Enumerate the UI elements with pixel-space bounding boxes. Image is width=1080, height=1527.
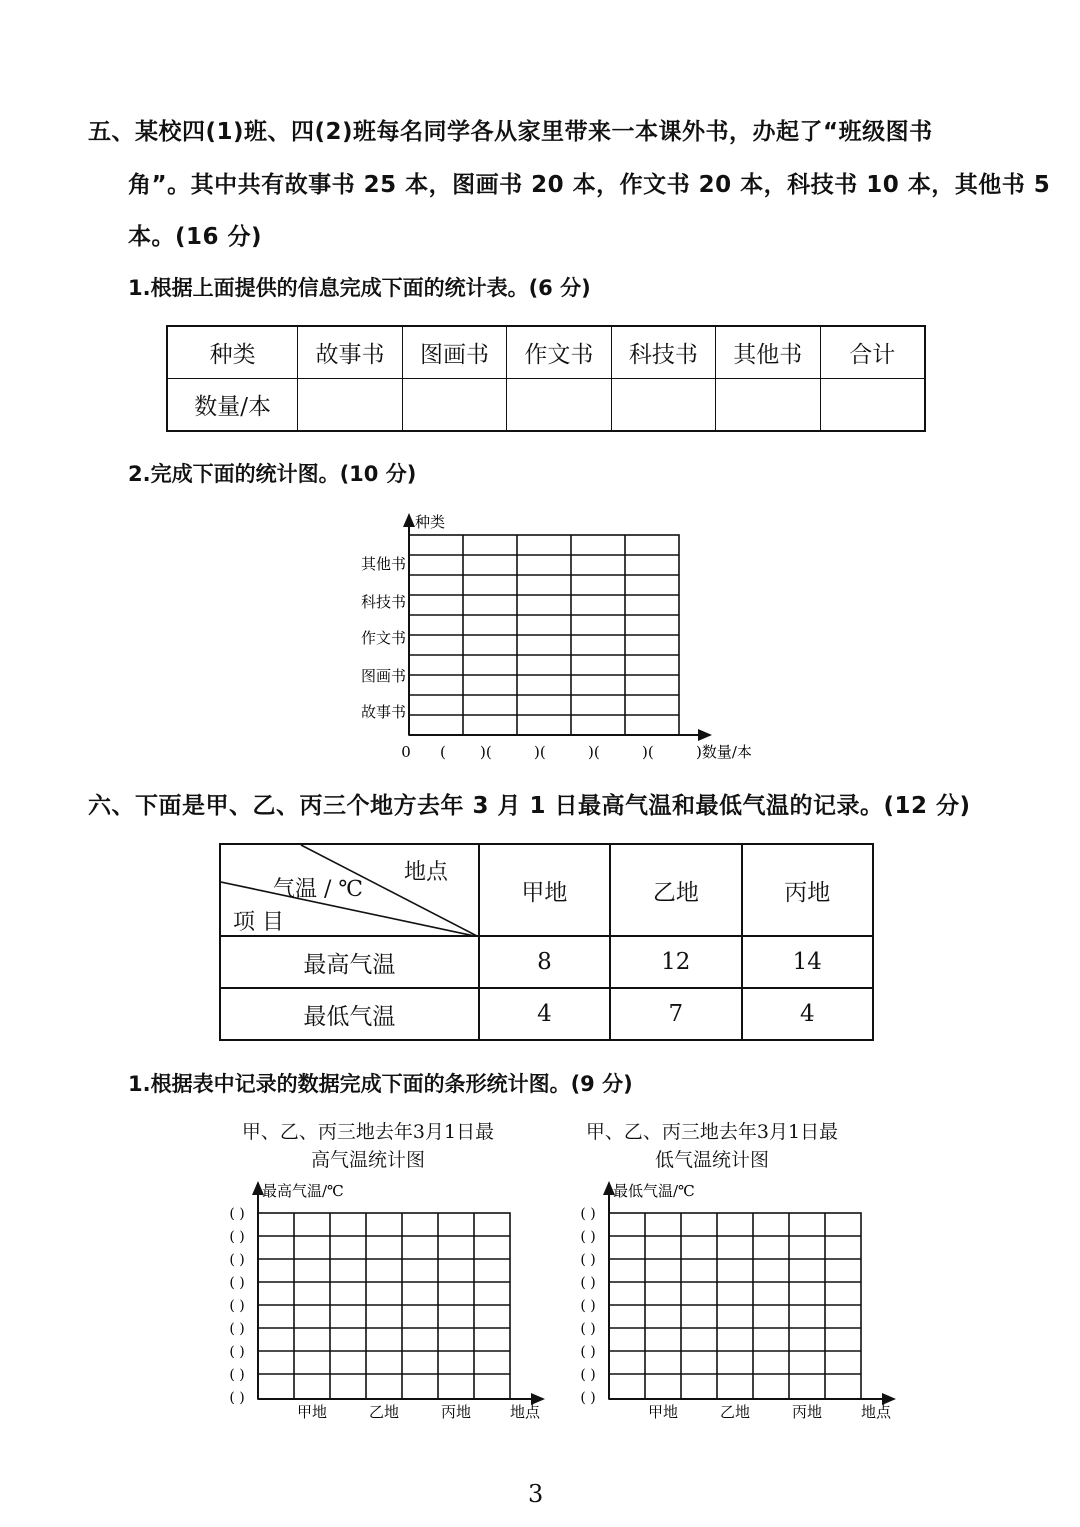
y-blank: ( ) xyxy=(229,1275,245,1291)
page-number: 3 xyxy=(528,1480,544,1508)
row-label: 最低气温 xyxy=(220,988,479,1040)
section5-line2: 角”。其中共有故事书 25 本，图画书 20 本，作文书 20 本，科技书 10 本，其他书 5 xyxy=(128,172,1051,198)
y-blank: ( ) xyxy=(229,1390,245,1406)
value-cell: 4 xyxy=(742,988,873,1040)
table-row xyxy=(220,936,873,988)
value-cell: 14 xyxy=(742,936,873,988)
table-header-cell: 图画书 xyxy=(402,326,506,379)
table-row-label: 数量/本 xyxy=(167,379,298,432)
section6-line: 六、下面是甲、乙、丙三个地方去年 3 月 1 日最高气温和最低气温的记录。(12 分) xyxy=(88,793,971,819)
x-blank: )( xyxy=(588,743,600,761)
y-blank: ( ) xyxy=(580,1275,596,1291)
y-axis-title: 最高气温/℃ xyxy=(262,1182,344,1200)
chart-right-title xyxy=(562,1118,862,1174)
row-label: 最高气温 xyxy=(220,936,479,988)
x-category-label: 甲地 xyxy=(647,1403,679,1421)
y-blank: ( ) xyxy=(580,1206,596,1222)
diagonal-header-cell xyxy=(220,844,479,936)
x-blank: ( xyxy=(440,743,446,761)
section5-line3: 本。(16 分) xyxy=(128,224,263,250)
y-blank: ( ) xyxy=(229,1298,245,1314)
x-category-label: 丙地 xyxy=(791,1403,823,1421)
y-blank: ( ) xyxy=(229,1229,245,1245)
y-blank: ( ) xyxy=(229,1206,245,1222)
y-blank: ( ) xyxy=(229,1367,245,1383)
table-header-cell: 种类 xyxy=(167,326,298,379)
x-category-label: 甲地 xyxy=(296,1403,328,1421)
temperature-table xyxy=(219,843,874,1041)
section5-question2: 2.完成下面的统计图。(10 分) xyxy=(128,462,417,486)
section5-line1: 五、某校四(1)班、四(2)班每名同学各从家里带来一本课外书，办起了“班级图书 xyxy=(88,119,933,145)
table-row xyxy=(167,379,925,432)
x-axis-title: 地点 xyxy=(860,1403,892,1421)
y-blank: ( ) xyxy=(580,1229,596,1245)
y-blank: ( ) xyxy=(580,1298,596,1314)
diag-place-label: 地点 xyxy=(404,860,449,885)
category-label: 作文书 xyxy=(360,629,406,647)
book-count-table xyxy=(166,325,926,432)
value-cell: 7 xyxy=(610,988,741,1040)
place-header-cell: 乙地 xyxy=(610,844,741,936)
answer-cell[interactable] xyxy=(820,379,925,432)
y-blank: ( ) xyxy=(580,1344,596,1360)
value-cell: 8 xyxy=(479,936,610,988)
chart-right-title-line1: 甲、乙、丙三地去年3月1日最 xyxy=(585,1121,839,1143)
chart-grid xyxy=(609,1213,861,1399)
value-cell: 4 xyxy=(479,988,610,1040)
x-category-label: 丙地 xyxy=(440,1403,472,1421)
x-axis-title: )数量/本 xyxy=(696,743,752,761)
answer-cell[interactable] xyxy=(298,379,402,432)
chart-left-title xyxy=(218,1118,518,1174)
answer-cell[interactable] xyxy=(507,379,611,432)
y-blank: ( ) xyxy=(229,1344,245,1360)
x-blank: )( xyxy=(642,743,654,761)
value-cell: 12 xyxy=(610,936,741,988)
chart-left-title-line2: 高气温统计图 xyxy=(310,1149,425,1171)
book-category-chart xyxy=(340,505,780,770)
y-blank: ( ) xyxy=(229,1252,245,1268)
y-blank: ( ) xyxy=(580,1321,596,1337)
chart-left-title-line1: 甲、乙、丙三地去年3月1日最 xyxy=(241,1121,495,1143)
x-blank: )( xyxy=(534,743,546,761)
low-temp-chart xyxy=(566,1175,901,1425)
x-category-label: 乙地 xyxy=(368,1403,400,1421)
y-axis-title: 最低气温/℃ xyxy=(613,1182,695,1200)
category-label: 故事书 xyxy=(360,703,406,721)
table-header-row xyxy=(167,326,925,379)
category-label: 科技书 xyxy=(360,593,406,611)
y-blank: ( ) xyxy=(580,1252,596,1268)
section6-question1: 1.根据表中记录的数据完成下面的条形统计图。(9 分) xyxy=(128,1072,633,1096)
y-blank: ( ) xyxy=(580,1390,596,1406)
x-blank: )( xyxy=(480,743,492,761)
x-category-label: 乙地 xyxy=(719,1403,751,1421)
chart-grid xyxy=(409,535,679,735)
diag-item-label: 项 目 xyxy=(233,910,284,935)
high-temp-chart xyxy=(215,1175,550,1425)
answer-cell[interactable] xyxy=(402,379,506,432)
chart-right-title-line2: 低气温统计图 xyxy=(654,1149,769,1171)
answer-cell[interactable] xyxy=(716,379,820,432)
chart-grid xyxy=(258,1213,510,1399)
x-axis-title: 地点 xyxy=(509,1403,541,1421)
diag-temp-label: 气温 / ℃ xyxy=(273,877,364,902)
y-blank: ( ) xyxy=(580,1367,596,1383)
y-blank: ( ) xyxy=(229,1321,245,1337)
origin-label: 0 xyxy=(401,743,411,761)
table-row xyxy=(220,988,873,1040)
place-header-cell: 丙地 xyxy=(742,844,873,936)
table-header-cell: 科技书 xyxy=(611,326,715,379)
place-header-cell: 甲地 xyxy=(479,844,610,936)
answer-cell[interactable] xyxy=(611,379,715,432)
table-header-cell: 其他书 xyxy=(716,326,820,379)
table-header-cell: 合计 xyxy=(820,326,925,379)
section5-question1: 1.根据上面提供的信息完成下面的统计表。(6 分) xyxy=(128,276,591,300)
table-header-cell: 作文书 xyxy=(507,326,611,379)
table-header-cell: 故事书 xyxy=(298,326,402,379)
y-axis-title: 种类 xyxy=(415,513,446,531)
category-label: 图画书 xyxy=(360,667,406,685)
category-label: 其他书 xyxy=(360,555,406,573)
